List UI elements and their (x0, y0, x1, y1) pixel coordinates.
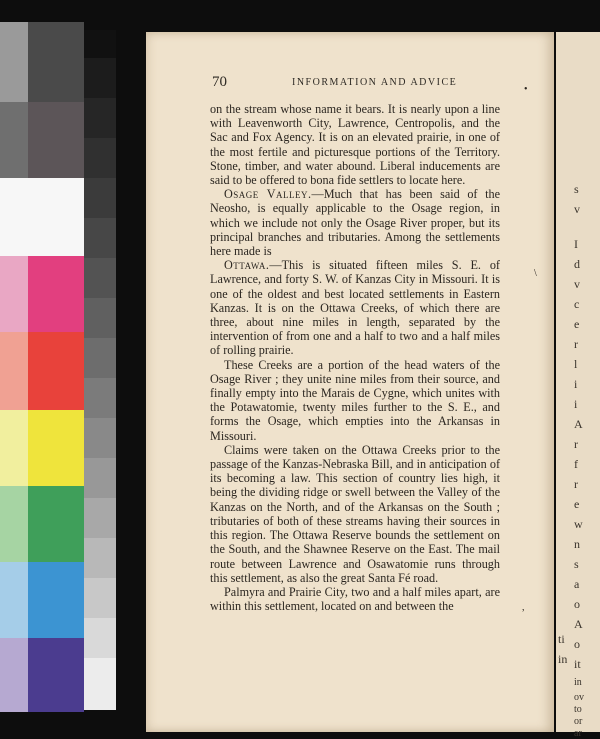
text-fragment: r (574, 437, 578, 451)
paragraph (210, 443, 500, 585)
text-fragment: i (574, 377, 578, 391)
text-fragment: I (574, 237, 578, 251)
text-fragment: A (574, 617, 583, 631)
gray-step (84, 498, 116, 538)
gray-step (84, 178, 116, 218)
paragraph (210, 102, 500, 187)
grayscale-strip (84, 30, 116, 710)
gray-step (84, 218, 116, 258)
swatch-red (28, 332, 84, 410)
swatch-yellow (28, 410, 84, 486)
paragraph (210, 258, 500, 357)
paragraph-text: —This is situated fifteen miles S. E. of Lawrence, and forty S. W. of Kanzas City in Missouri. It is one of the oldest and best located settlements in Eastern Kanzas. It is on the Ottawa Creeks, of which there are three, about nine miles in length, separated by the intervention of from one and a half to two and a half miles of rolling prairie. (210, 258, 500, 358)
gray-step (84, 618, 116, 658)
text-fragment: o (574, 597, 580, 611)
paragraph-text: —Much that has been said of the Neosho, is equally applicable to the Osage region, in which we include not only the Osage River proper, but its principal branches and tributaries. Among the settlements here made is (210, 187, 500, 259)
text-fragment: A (574, 417, 583, 431)
gray-step (84, 58, 116, 98)
swatch-white (0, 178, 84, 256)
swatch-magenta (28, 256, 84, 332)
swatch-mauve-gray (28, 102, 84, 178)
running-head: INFORMATION AND ADVICE (292, 77, 458, 88)
text-fragment: in (558, 652, 568, 666)
gray-step (84, 458, 116, 498)
section-heading-osage-valley: Osage Valley. (224, 187, 312, 202)
text-fragment: v (574, 277, 580, 291)
text-fragment: s (574, 557, 579, 571)
swatch-light-pink (0, 256, 28, 332)
book-page (146, 32, 554, 732)
text-fragment: l (574, 357, 578, 371)
text-fragment: i (574, 397, 578, 411)
gray-step (84, 30, 116, 58)
text-fragment: f (574, 457, 578, 471)
text-fragment: ti (558, 632, 565, 646)
gray-step (84, 258, 116, 298)
paragraph (210, 585, 500, 613)
text-fragment: in (574, 677, 582, 688)
swatch-gray-1 (0, 22, 28, 102)
swatch-light-blue (0, 562, 28, 638)
swatch-blue (28, 562, 84, 638)
body-text (210, 102, 500, 613)
paragraph-text: on the stream whose name it bears. It is nearly upon a line with Leavenworth City, Lawrence, Centropolis, and the Sac and Fox Agency. It is on an elevated prairie, in one of the most fertile and picturesque portions of the Territory. Stone, timber, and water abound. Liberal inducements are said to be offered to bona fide settlers to locate here. (210, 102, 500, 188)
gray-step (84, 538, 116, 578)
text-fragment: ov (574, 692, 584, 703)
text-fragment: o (574, 637, 580, 651)
swatch-green (28, 486, 84, 562)
gray-step (84, 578, 116, 618)
gray-step (84, 418, 116, 458)
swatch-light-yellow (0, 410, 28, 486)
text-fragment: a (574, 577, 580, 591)
text-fragment: s (574, 182, 579, 196)
page-speck: , (522, 602, 525, 613)
text-fragment: e (574, 317, 580, 331)
gray-step (84, 338, 116, 378)
section-heading-ottawa: Ottawa. (224, 258, 270, 273)
swatch-light-red (0, 332, 28, 410)
paragraph-text: These Creeks are a portion of the head waters of the Osage River ; they unite nine miles from their source, and finally empty into the Marais de Cygne, which unites with the Potawatomie, twenty miles further to the S. E., and forms the Osage, which empties into the Arkansas in Missouri. (210, 357, 500, 443)
gray-step (84, 138, 116, 178)
swatch-purple (28, 638, 84, 712)
text-fragment: to (574, 704, 582, 715)
text-fragment: r (574, 337, 578, 351)
swatch-gray-2 (0, 102, 28, 178)
page-speck: • (524, 84, 528, 95)
facing-page-edge (556, 32, 600, 739)
swatch-dark-gray (28, 22, 84, 102)
swatch-light-green (0, 486, 28, 562)
paragraph (210, 358, 500, 443)
gray-step (84, 98, 116, 138)
paragraph (210, 187, 500, 258)
color-calibration-chart (0, 22, 88, 712)
gray-step (84, 658, 116, 710)
text-fragment: w (574, 517, 583, 531)
gray-step (84, 378, 116, 418)
swatch-lavender (0, 638, 28, 712)
page-speck: \ (534, 268, 537, 279)
text-fragment: n (574, 537, 580, 551)
paragraph-text: Palmyra and Prairie City, two and a half miles apart, are within this settlement, located on and between the (210, 584, 500, 614)
gray-step (84, 298, 116, 338)
page-header (146, 74, 554, 92)
text-fragment: r (574, 477, 578, 491)
text-fragment: e (574, 497, 580, 511)
page-number: 70 (212, 74, 227, 90)
text-fragment: d (574, 257, 580, 271)
text-fragment: or (574, 716, 583, 727)
text-fragment: v (574, 202, 580, 216)
paragraph-text: Claims were taken on the Ottawa Creeks prior to the passage of the Kanzas-Nebraska Bill, and in anticipation of its becoming a law. This section of country lies high, it being the dividing ridge or swell between the Valley of the Kanzas on the North, and of the Arkansas on the South ; tributaries of both of these streams having their sources in this region. The Ottawa Reserve bounds the settlement on the South, and the Shawnee Reserve on the East. The mail route between Lawrence and Osawatomie runs through this settlement, as also the great Santa Fé road. (210, 442, 500, 585)
text-fragment: ar (574, 728, 582, 739)
text-fragment: c (574, 297, 580, 311)
text-fragment: it (574, 657, 581, 671)
